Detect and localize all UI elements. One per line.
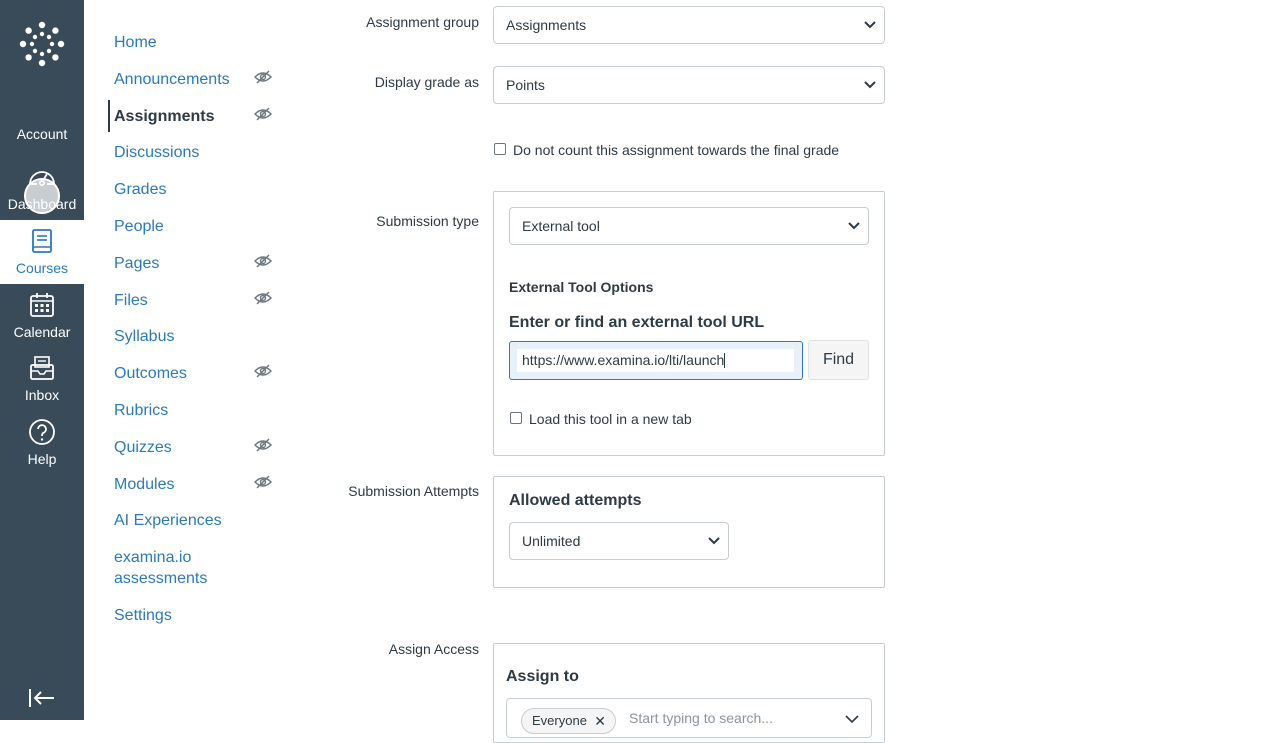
assignment-group-select[interactable] bbox=[493, 6, 885, 44]
display-grade-value: Points bbox=[506, 77, 545, 93]
course-nav-people[interactable]: People bbox=[114, 218, 164, 235]
global-nav-label: Calendar bbox=[13, 324, 71, 340]
no-count-checkbox[interactable] bbox=[494, 143, 506, 155]
course-nav-files[interactable]: Files bbox=[114, 292, 148, 309]
new-tab-label: Load this tool in a new tab bbox=[529, 411, 692, 427]
global-nav-dashboard[interactable] bbox=[0, 156, 84, 220]
calendar-icon bbox=[27, 290, 57, 320]
course-nav-label-line1: examina.io bbox=[114, 549, 192, 566]
external-tool-url-field[interactable] bbox=[509, 341, 803, 380]
courses-icon bbox=[27, 226, 57, 256]
find-button[interactable]: Find bbox=[808, 340, 869, 380]
global-nav-help[interactable] bbox=[0, 411, 84, 475]
assign-to-combobox[interactable] bbox=[506, 698, 872, 738]
help-icon bbox=[27, 417, 57, 447]
hidden-eye-icon bbox=[254, 107, 272, 121]
chevron-down-icon bbox=[864, 81, 876, 89]
course-nav-assignments[interactable]: Assignments bbox=[114, 108, 215, 125]
remove-assignee-icon[interactable]: ✕ bbox=[594, 713, 606, 729]
course-nav-modules[interactable]: Modules bbox=[114, 476, 175, 493]
new-tab-checkbox[interactable] bbox=[510, 412, 522, 424]
assign-access-label: Assign Access bbox=[388, 641, 479, 657]
global-nav-label: Courses bbox=[15, 260, 69, 276]
submission-attempts-label: Submission Attempts bbox=[348, 483, 479, 499]
active-indicator bbox=[108, 100, 110, 132]
global-nav bbox=[0, 0, 84, 720]
assign-to-placeholder: Start typing to search... bbox=[629, 710, 773, 726]
assignee-pill-label: Everyone bbox=[532, 713, 587, 728]
global-nav-account[interactable] bbox=[0, 86, 84, 150]
global-nav-label: Account bbox=[16, 126, 68, 142]
hidden-eye-icon bbox=[254, 438, 272, 452]
no-count-label: Do not count this assignment towards the final grade bbox=[513, 142, 840, 158]
dashboard-icon bbox=[27, 162, 57, 192]
assignment-group-value: Assignments bbox=[506, 17, 587, 33]
assign-to-heading: Assign to bbox=[506, 668, 579, 685]
assignment-group-label: Assignment group bbox=[366, 14, 479, 30]
allowed-attempts-select[interactable] bbox=[509, 522, 729, 560]
submission-type-select[interactable] bbox=[509, 207, 869, 245]
course-nav-rubrics[interactable]: Rubrics bbox=[114, 402, 169, 419]
course-nav-home[interactable]: Home bbox=[114, 34, 157, 51]
chevron-down-icon bbox=[864, 21, 876, 29]
course-nav-announcements[interactable]: Announcements bbox=[114, 71, 230, 88]
submission-type-value: External tool bbox=[522, 218, 600, 234]
allowed-attempts-value: Unlimited bbox=[522, 533, 581, 549]
global-nav-label: Inbox bbox=[24, 387, 60, 403]
hidden-eye-icon bbox=[254, 475, 272, 489]
course-nav-syllabus[interactable]: Syllabus bbox=[114, 328, 175, 345]
course-nav-quizzes[interactable]: Quizzes bbox=[114, 439, 172, 456]
external-tool-heading: External Tool Options bbox=[509, 279, 654, 295]
global-nav-label: Dashboard bbox=[7, 196, 77, 212]
chevron-down-icon bbox=[848, 222, 860, 230]
course-nav-label-line2: assessments bbox=[114, 570, 208, 587]
course-nav-discussions[interactable]: Discussions bbox=[114, 144, 200, 161]
external-tool-url-value: https://www.examina.io/lti/launch bbox=[522, 352, 725, 368]
hidden-eye-icon bbox=[254, 291, 272, 305]
display-grade-label: Display grade as bbox=[374, 74, 479, 90]
allowed-attempts-heading: Allowed attempts bbox=[509, 492, 642, 509]
course-nav-settings[interactable]: Settings bbox=[114, 607, 172, 624]
submission-type-label: Submission type bbox=[376, 213, 479, 229]
global-nav-label: Help bbox=[27, 451, 57, 467]
course-nav-outcomes[interactable]: Outcomes bbox=[114, 365, 187, 382]
external-tool-url-text bbox=[517, 349, 794, 372]
course-nav-examina-assessments[interactable] bbox=[114, 547, 207, 589]
hidden-eye-icon bbox=[254, 254, 272, 268]
global-nav-inbox[interactable] bbox=[0, 347, 84, 411]
collapse-nav-icon[interactable] bbox=[28, 686, 56, 710]
text-caret bbox=[724, 353, 725, 368]
assignee-pill[interactable] bbox=[521, 708, 616, 734]
inbox-icon bbox=[27, 353, 57, 383]
course-nav-grades[interactable]: Grades bbox=[114, 181, 167, 198]
course-nav bbox=[84, 0, 294, 720]
global-nav-courses[interactable] bbox=[0, 220, 84, 284]
hidden-eye-icon bbox=[254, 70, 272, 84]
hidden-eye-icon bbox=[254, 364, 272, 378]
canvas-logo-icon[interactable] bbox=[17, 19, 67, 69]
chevron-down-icon bbox=[708, 537, 720, 545]
external-tool-url-heading: Enter or find an external tool URL bbox=[509, 314, 765, 331]
display-grade-select[interactable] bbox=[493, 66, 885, 104]
global-nav-calendar[interactable] bbox=[0, 284, 84, 348]
course-nav-pages[interactable]: Pages bbox=[114, 255, 160, 272]
course-nav-ai-experiences[interactable]: AI Experiences bbox=[114, 512, 222, 529]
